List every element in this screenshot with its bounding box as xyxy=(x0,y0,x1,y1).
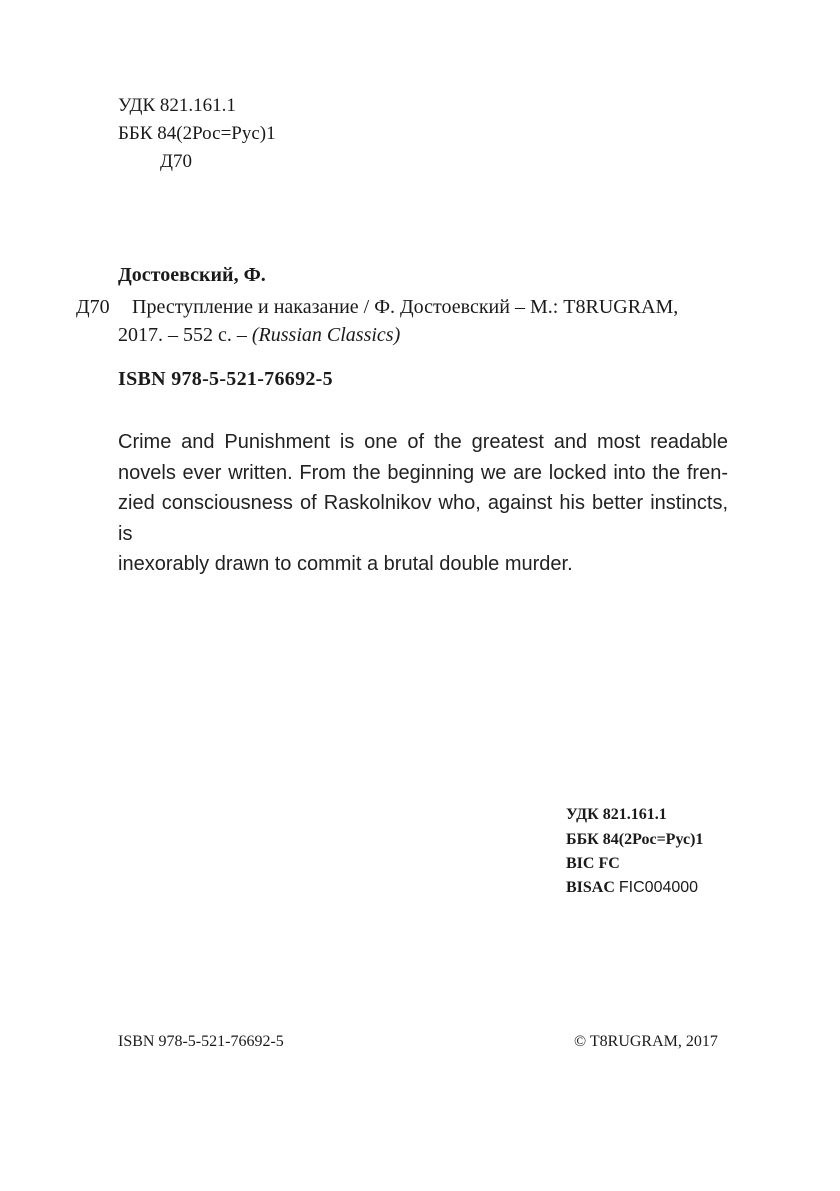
annotation-line: zied consciousness of Raskolnikov who, against his better instincts, is xyxy=(118,492,728,545)
annotation-line: Crime and Punishment is one of the greatest and most readable xyxy=(118,431,728,453)
bisac-value: FIC004000 xyxy=(618,879,699,896)
bisac-label: BISAC xyxy=(566,879,619,896)
author-mark: Д70 xyxy=(160,151,192,172)
publication-details: 2017. – 552 с. – xyxy=(118,324,252,346)
udk-code: УДК 821.161.1 xyxy=(118,95,236,116)
series-name: (Russian Classics) xyxy=(251,324,401,346)
bic-code: BIC FC xyxy=(566,855,620,872)
copyright: © T8RUGRAM, 2017 xyxy=(574,1033,718,1050)
author-heading: Достоевский, Ф. xyxy=(118,264,266,286)
bibliographic-description: Преступление и наказание / Ф. Достоевский – М.: T8RUGRAM, xyxy=(132,296,679,318)
bbk-code-right: ББК 84(2Рос=Рус)1 xyxy=(566,831,704,848)
annotation-line: inexorably drawn to commit a brutal double murder. xyxy=(118,553,573,575)
bisac-code xyxy=(566,879,698,897)
isbn: ISBN 978-5-521-76692-5 xyxy=(118,368,333,390)
footer-isbn: ISBN 978-5-521-76692-5 xyxy=(118,1033,284,1050)
bbk-code: ББК 84(2Рос=Рус)1 xyxy=(118,123,276,144)
annotation-line: novels ever written. From the beginning we are locked into the fren- xyxy=(118,461,728,484)
bibliographic-description-continued xyxy=(118,324,400,347)
udk-code-right: УДК 821.161.1 xyxy=(566,806,667,823)
annotation xyxy=(118,427,728,580)
author-mark-side: Д70 xyxy=(76,296,110,318)
